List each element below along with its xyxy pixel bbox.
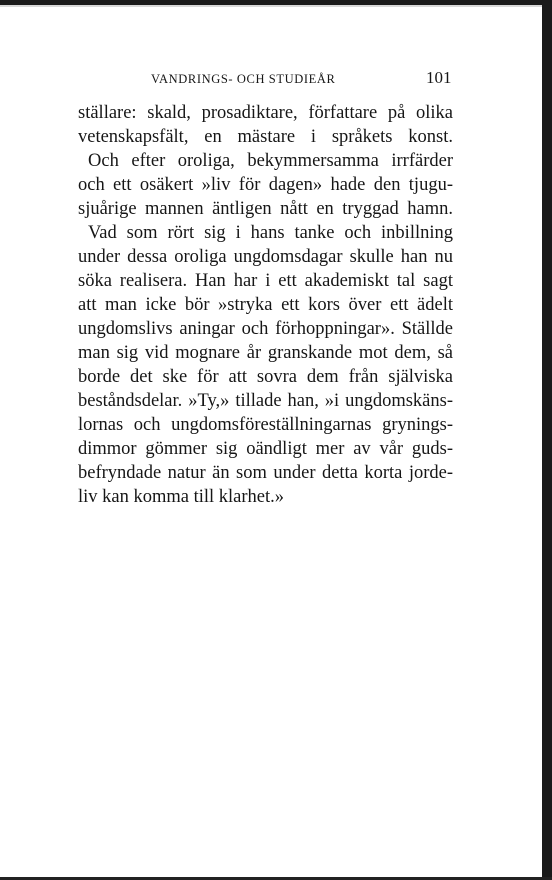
page-number: 101 (426, 68, 452, 87)
text-line: beståndsdelar. »Ty,» tillade han, »i ungdomskäns- (78, 391, 453, 411)
text-line: lornas och ungdomsföreställningarnas grynings- (78, 415, 453, 435)
text-line: och ett osäkert »liv för dagen» hade den tjugu- (78, 175, 453, 195)
text-line: vetenskapsfält, en mästare i språkets konst. (78, 127, 453, 147)
text-line: borde det ske för att sovra dem från själviska (78, 367, 453, 387)
text-line: ungdomslivs aningar och förhoppningar». Ställde (78, 319, 453, 339)
text-line: Vad som rört sig i hans tanke och inbillning (88, 223, 453, 243)
body-text (78, 101, 453, 509)
text-line: Och efter oroliga, bekymmersamma irrfärder (88, 151, 453, 171)
text-line: att man icke bör »stryka ett kors över ett ädelt (78, 295, 453, 315)
text-line: dimmor gömmer sig oändligt mer av vår guds- (78, 439, 453, 459)
text-line: befryndade natur än som under detta korta jorde- (78, 463, 453, 483)
text-line: ställare: skald, prosadiktare, författare på olika (78, 103, 453, 123)
text-line: liv kan komma till klarhet.» (78, 487, 285, 507)
text-line: man sig vid mognare år granskande mot dem, så (78, 343, 453, 363)
text-line: söka realisera. Han har i ett akademiskt tal sagt (78, 271, 453, 291)
text-line: sjuårige mannen äntligen nått en tryggad hamn. (78, 199, 453, 219)
running-head: VANDRINGS- OCH STUDIEÅR (151, 72, 336, 86)
scan-right-edge (542, 0, 552, 880)
text-line: under dessa oroliga ungdomsdagar skulle han nu (78, 247, 453, 267)
